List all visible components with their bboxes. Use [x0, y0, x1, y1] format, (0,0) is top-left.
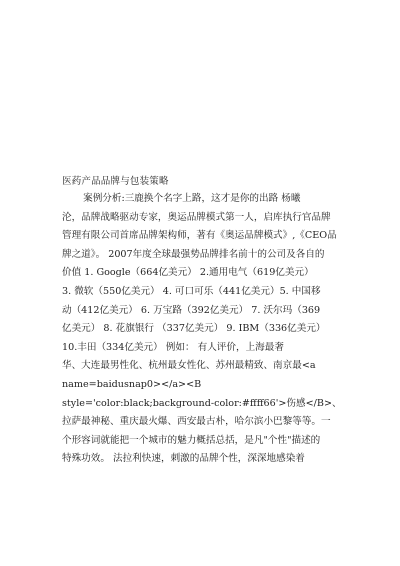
text-line: 个形容词就能把一个城市的魅力概括总括，是凡"个性"描述的 [62, 434, 321, 446]
document-body [62, 190, 370, 469]
text-line: 价值 1. Google（664亿美元） 2.通用电气（619亿美元） [62, 267, 314, 279]
text-line: 华、大连最男性化、杭州最女性化、苏州最精致、南京最<a [62, 360, 316, 372]
text-line: 拉萨最神秘、重庆最火爆、西安最古朴，哈尔滨小巴黎等等。一 [62, 416, 331, 428]
text-line: 亿美元） 8. 花旗银行 （337亿美元） 9. IBM（336亿美元） [62, 323, 326, 335]
text-line: 管理有限公司首席品牌架构师，著有《奥运品牌模式》,《CEO品 [62, 230, 337, 242]
text-line: name=baidusnap0></a><B [62, 378, 202, 390]
text-line: 牌之道》。 2007年度全球最强势品牌排名前十的公司及各自的 [62, 248, 325, 260]
document-title: 医药产品品牌与包装策略 [62, 176, 169, 187]
text-line: 沦，品牌战略驱动专家，奥运品牌模式第一人，启库执行官品牌 [62, 211, 331, 223]
text-line: 动（412亿美元） 6. 万宝路（392亿美元） 7. 沃尔玛（369 [62, 304, 321, 316]
text-line: 10.丰田（334亿美元） 例如： 有人评价，上海最奢 [62, 341, 284, 353]
text-line: 特殊功效。 法拉利快速，刺激的品牌个性，深深地感染着 [62, 453, 305, 465]
text-line: 案例分析:三鹿换个名字上路，这才是你的出路 杨曦 [83, 193, 301, 204]
text-line: style='color:black;background-color:#ffff66'>伤感</B>、 [62, 397, 342, 409]
text-line: 3. 微软（550亿美元） 4. 可口可乐（441亿美元）5. 中国移 [62, 285, 321, 297]
